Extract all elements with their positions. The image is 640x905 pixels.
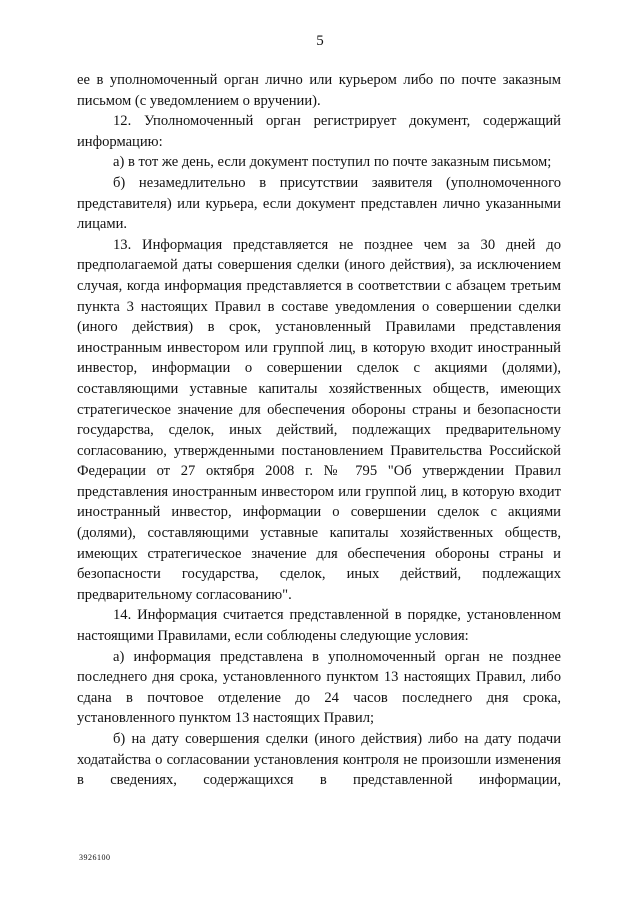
document-body bbox=[77, 70, 561, 791]
paragraph-item-12b: б) незамедлительно в присутствии заявителя (уполномоченного представителя) или курьера, если документ представлен лично указанными лицами. bbox=[77, 174, 561, 233]
paragraph-item-13: 13. Информация представляется не позднее чем за 30 дней до предполагаемой даты совершения сделки (иного действия), за исключением случая, когда информация представляется в соответствии с абзацем третьим пункта 3 настоящих Правил в составе уведомления о совершении сделки (иного действия) в срок, установленный Правилами представления иностранным инвестором или группой лиц, в которую входит иностранный инвестор, информации о совершении сделок с акциями (долями), составляющими уставные капиталы хозяйственных обществ, имеющих стратегическое значение для обеспечения обороны страны и безопасности государства, сделок, иных действий, подлежащих предварительному согласованию, утвержденными постановлением Правительства Российской Федерации от 27 октября 2008 г. № 795 "Об утверждении Правил представления иностранным инвестором или группой лиц, в которую входит иностранный инвестор, информации о совершении сделок с акциями (долями), составляющими уставные капиталы хозяйственных обществ, имеющих стратегическое значение для обеспечения обороны страны и безопасности государства, сделок, иных действий, подлежащих предварительному согласованию". bbox=[77, 236, 561, 603]
paragraph-item-14: 14. Информация считается представленной в порядке, установленном настоящими Правилами, если соблюдены следующие условия: bbox=[77, 607, 561, 645]
paragraph-item-12: 12. Уполномоченный орган регистрирует документ, содержащий информацию: bbox=[77, 113, 561, 150]
page-number: 5 bbox=[316, 33, 324, 49]
paragraph-item-14a: а) информация представлена в уполномоченный орган не позднее последнего дня срока, установленного пунктом 13 настоящих Правил, либо сдана в почтовое отделение до 24 часов последнего дня срока, установленного пунктом 13 настоящих Правил; bbox=[77, 648, 561, 727]
document-code: 3926100 bbox=[79, 853, 111, 862]
paragraph-item-12a: а) в тот же день, если документ поступил по почте заказным письмом; bbox=[113, 154, 552, 171]
paragraph-item-14b: б) на дату совершения сделки (иного действия) либо на дату подачи ходатайства о согласовании установления контроля не произошли изменения в сведениях, содержащихся в представленной информации, bbox=[77, 731, 561, 789]
paragraph-continuation: ее в уполномоченный орган лично или курьером либо по почте заказным письмом (с уведомлением о вручении). bbox=[77, 72, 561, 109]
